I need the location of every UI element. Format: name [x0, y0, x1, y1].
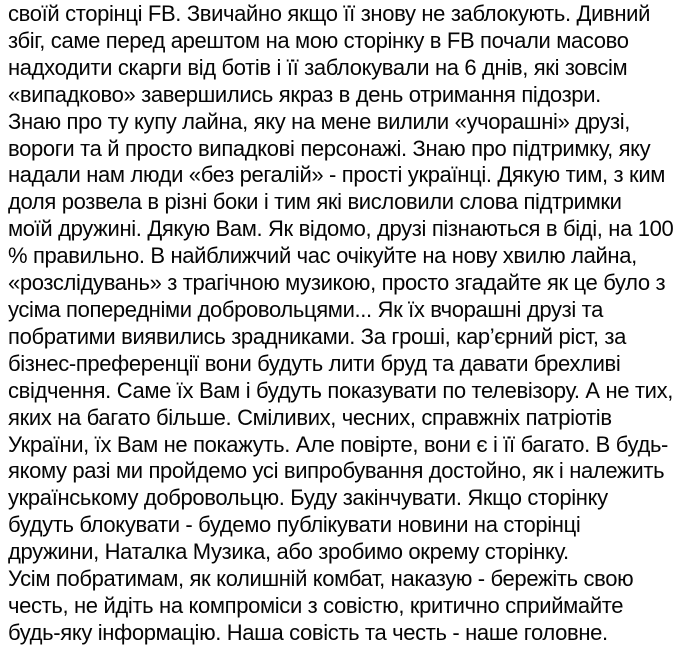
- text-line: дружини, Наталка Музика, або зробимо окрему сторінку.: [8, 539, 569, 565]
- text-line: надали нам люди «без регалій» - прості українці. Дякую тим, з ким: [8, 162, 666, 188]
- text-line: бізнес-преференції вони будуть лити бруд та давати брехливі: [8, 350, 621, 376]
- text-line: % правильно. В найближчий час очікуйте на нову хвилю лайна,: [8, 243, 637, 269]
- text-line: яких на багато більше. Сміливих, чесних, справжніх патріотів: [8, 404, 612, 430]
- text-line: Усім побратимам, як колишній комбат, наказую - бережіть свою: [8, 566, 634, 592]
- text-line: своїй сторінці FB. Звичайно якщо її знову не заблокують. Дивний: [8, 1, 651, 26]
- text-line: якому разі ми пройдемо усі випробування достойно, як і належить: [8, 458, 665, 484]
- text-line: «випадково» завершились якраз в день отримання підозри.: [8, 81, 601, 107]
- text-line: українському добровольцю. Буду закінчувати. Якщо сторінку: [8, 485, 608, 511]
- text-line: будуть блокувати - будемо публікувати новини на сторінці: [8, 512, 581, 538]
- text-line: вороги та й просто випадкові персонажі. Знаю про підтримку, яку: [8, 135, 651, 161]
- text-line: «розслідувань» з трагічною музикою, просто згадайте як це було з: [8, 270, 666, 296]
- text-line: усіма попередніми добровольцями... Як їх вчорашні друзі та: [8, 296, 604, 322]
- text-line: честь, не йдіть на компроміси з совістю, критично сприймайте: [8, 592, 624, 618]
- text-line: збіг, саме перед арештом на мою сторінку в FB почали масово: [8, 27, 629, 53]
- text-line: моїй дружині. Дякую Вам. Як відомо, друзі пізнаються в біді, на 100: [8, 216, 674, 242]
- text-line: свідчення. Саме їх Вам і будуть показувати по телевізору. А не тих,: [8, 377, 674, 403]
- text-line: будь-яку інформацію. Наша совість та честь - наше головне.: [8, 619, 608, 645]
- text-line: побратими виявились зрадниками. За гроші, кар’єрний ріст, за: [8, 323, 626, 349]
- text-line: Знаю про ту купу лайна, яку на мене вилили «учорашні» друзі,: [8, 108, 631, 134]
- text-line: України, їх Вам не покажуть. Але повірте, вони є і її багато. В будь-: [8, 431, 669, 457]
- text-line: доля розвела в різні боки і тим які висловили слова підтримки: [8, 189, 622, 215]
- text-line: надходити скарги від ботів і її заблокували на 6 днів, які зовсім: [8, 54, 628, 80]
